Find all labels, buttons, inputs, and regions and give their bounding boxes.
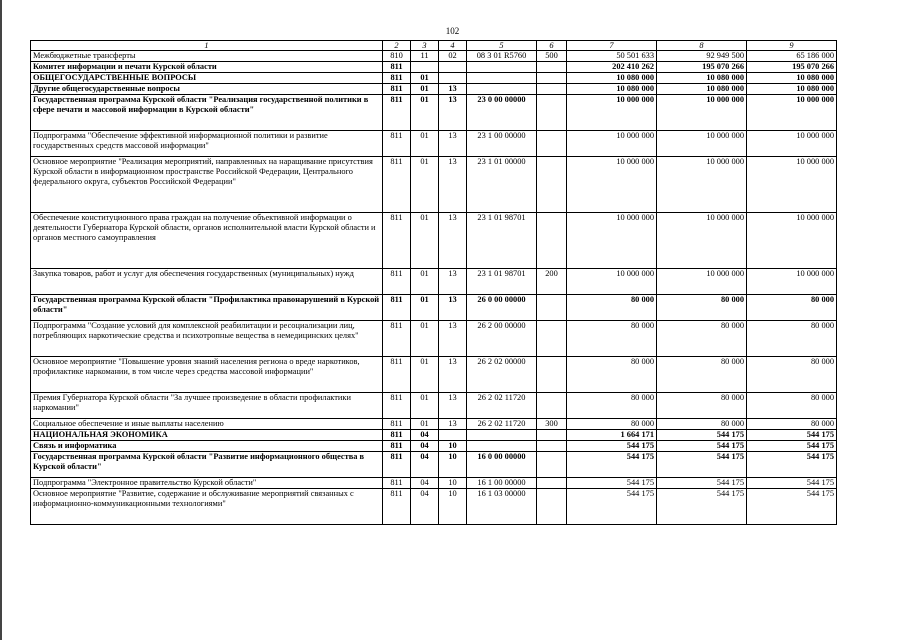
amount-year2-cell: 80 000 — [657, 321, 747, 357]
ved-cell: 811 — [383, 73, 411, 84]
expense-type-cell — [537, 478, 567, 489]
subsection-cell: 10 — [439, 489, 467, 525]
section-cell: 01 — [411, 157, 439, 213]
column-header: 6 — [537, 41, 567, 51]
target-article-cell: 26 2 02 00000 — [467, 357, 537, 393]
page-number: 102 — [445, 26, 460, 36]
target-article-cell: 23 0 00 00000 — [467, 95, 537, 131]
expense-type-cell — [537, 84, 567, 95]
section-cell: 01 — [411, 269, 439, 295]
amount-year2-cell: 544 175 — [657, 478, 747, 489]
section-cell: 01 — [411, 73, 439, 84]
section-cell — [411, 62, 439, 73]
expense-type-cell — [537, 295, 567, 321]
amount-year2-cell: 80 000 — [657, 393, 747, 419]
column-header: 8 — [657, 41, 747, 51]
table-row — [31, 131, 837, 157]
amount-year3-cell: 10 080 000 — [747, 73, 837, 84]
subsection-cell: 13 — [439, 213, 467, 269]
section-cell: 04 — [411, 441, 439, 452]
section-cell: 01 — [411, 393, 439, 419]
target-article-cell — [467, 441, 537, 452]
expense-type-cell — [537, 213, 567, 269]
section-cell: 04 — [411, 489, 439, 525]
amount-year1-cell: 10 080 000 — [567, 73, 657, 84]
amount-year1-cell: 80 000 — [567, 295, 657, 321]
ved-cell: 811 — [383, 321, 411, 357]
target-article-cell — [467, 430, 537, 441]
target-article-cell — [467, 62, 537, 73]
subsection-cell — [439, 430, 467, 441]
column-header: 2 — [383, 41, 411, 51]
expense-type-cell: 200 — [537, 269, 567, 295]
expense-type-cell — [537, 357, 567, 393]
section-cell: 01 — [411, 213, 439, 269]
subsection-cell: 10 — [439, 478, 467, 489]
expense-type-cell — [537, 62, 567, 73]
row-name-cell: Основное мероприятие "Развитие, содержание и обслуживание мероприятий связанных с информационно-коммуникационными технологиями" — [31, 489, 383, 525]
row-name-cell: Обеспечение конституционного права граждан на получение объективной информации о деятельности Губернатора Курской области, органов исполнительной власти Курской области и органов местного самоуправления — [31, 213, 383, 269]
section-cell: 04 — [411, 430, 439, 441]
table-row — [31, 489, 837, 525]
table-row — [31, 157, 837, 213]
amount-year3-cell: 544 175 — [747, 430, 837, 441]
target-article-cell: 08 3 01 R5760 — [467, 51, 537, 62]
subsection-cell: 13 — [439, 357, 467, 393]
amount-year2-cell: 10 080 000 — [657, 73, 747, 84]
subsection-cell: 13 — [439, 131, 467, 157]
amount-year2-cell: 80 000 — [657, 419, 747, 430]
subsection-cell — [439, 73, 467, 84]
amount-year3-cell: 10 000 000 — [747, 131, 837, 157]
amount-year3-cell: 195 070 266 — [747, 62, 837, 73]
amount-year1-cell: 10 000 000 — [567, 95, 657, 131]
section-cell: 01 — [411, 321, 439, 357]
subsection-cell: 13 — [439, 393, 467, 419]
section-cell: 01 — [411, 295, 439, 321]
amount-year2-cell: 195 070 266 — [657, 62, 747, 73]
expense-type-cell — [537, 95, 567, 131]
expense-type-cell: 300 — [537, 419, 567, 430]
amount-year2-cell: 10 000 000 — [657, 157, 747, 213]
column-header: 4 — [439, 41, 467, 51]
section-cell: 01 — [411, 95, 439, 131]
table-row — [31, 452, 837, 478]
ved-cell: 810 — [383, 51, 411, 62]
amount-year3-cell: 544 175 — [747, 489, 837, 525]
column-header: 3 — [411, 41, 439, 51]
amount-year2-cell: 544 175 — [657, 452, 747, 478]
row-name-cell: Комитет информации и печати Курской области — [31, 62, 383, 73]
header-row — [31, 41, 837, 51]
target-article-cell: 26 0 00 00000 — [467, 295, 537, 321]
subsection-cell: 02 — [439, 51, 467, 62]
expense-type-cell: 500 — [537, 51, 567, 62]
ved-cell: 811 — [383, 84, 411, 95]
amount-year3-cell: 544 175 — [747, 441, 837, 452]
target-article-cell: 26 2 02 11720 — [467, 393, 537, 419]
amount-year2-cell: 544 175 — [657, 430, 747, 441]
amount-year2-cell: 80 000 — [657, 295, 747, 321]
subsection-cell: 13 — [439, 419, 467, 430]
section-cell: 04 — [411, 452, 439, 478]
table-row — [31, 393, 837, 419]
ved-cell: 811 — [383, 95, 411, 131]
subsection-cell: 10 — [439, 452, 467, 478]
target-article-cell: 16 1 00 00000 — [467, 478, 537, 489]
table-row — [31, 84, 837, 95]
amount-year3-cell: 80 000 — [747, 295, 837, 321]
table-row — [31, 430, 837, 441]
column-header: 7 — [567, 41, 657, 51]
amount-year1-cell: 544 175 — [567, 452, 657, 478]
amount-year3-cell: 10 000 000 — [747, 95, 837, 131]
expense-type-cell — [537, 321, 567, 357]
ved-cell: 811 — [383, 157, 411, 213]
ved-cell: 811 — [383, 489, 411, 525]
expense-type-cell — [537, 393, 567, 419]
amount-year1-cell: 544 175 — [567, 478, 657, 489]
amount-year1-cell: 10 080 000 — [567, 84, 657, 95]
subsection-cell: 13 — [439, 84, 467, 95]
ved-cell: 811 — [383, 478, 411, 489]
section-cell: 11 — [411, 51, 439, 62]
ved-cell: 811 — [383, 295, 411, 321]
target-article-cell: 23 1 01 98701 — [467, 269, 537, 295]
amount-year1-cell: 544 175 — [567, 489, 657, 525]
amount-year3-cell: 10 000 000 — [747, 269, 837, 295]
amount-year3-cell: 10 000 000 — [747, 157, 837, 213]
amount-year3-cell: 544 175 — [747, 452, 837, 478]
subsection-cell — [439, 62, 467, 73]
table-row — [31, 95, 837, 131]
row-name-cell: Премия Губернатора Курской области "За лучшее произведение в области профилактики наркомании" — [31, 393, 383, 419]
row-name-cell: Подпрограмма "Создание условий для комплексной реабилитации и ресоциализации лиц, потребляющих наркотические средства и психотропные вещества в немедицинских целях" — [31, 321, 383, 357]
ved-cell: 811 — [383, 419, 411, 430]
subsection-cell: 13 — [439, 157, 467, 213]
row-name-cell: ОБЩЕГОСУДАРСТВЕННЫЕ ВОПРОСЫ — [31, 73, 383, 84]
target-article-cell: 23 1 01 00000 — [467, 157, 537, 213]
amount-year3-cell: 544 175 — [747, 478, 837, 489]
amount-year1-cell: 10 000 000 — [567, 131, 657, 157]
amount-year1-cell: 10 000 000 — [567, 157, 657, 213]
section-cell: 01 — [411, 419, 439, 430]
subsection-cell: 13 — [439, 321, 467, 357]
expense-type-cell — [537, 441, 567, 452]
row-name-cell: Государственная программа Курской области "Профилактика правонарушений в Курской области" — [31, 295, 383, 321]
row-name-cell: Другие общегосударственные вопросы — [31, 84, 383, 95]
subsection-cell: 13 — [439, 95, 467, 131]
scan-edge — [0, 0, 2, 640]
target-article-cell — [467, 84, 537, 95]
subsection-cell: 13 — [439, 269, 467, 295]
table-row — [31, 321, 837, 357]
table-row — [31, 441, 837, 452]
amount-year2-cell: 544 175 — [657, 489, 747, 525]
amount-year3-cell: 80 000 — [747, 393, 837, 419]
row-name-cell: Подпрограмма "Обеспечение эффективной информационной политики и развитие государственных средств массовой информации" — [31, 131, 383, 157]
table-row — [31, 269, 837, 295]
expense-type-cell — [537, 452, 567, 478]
section-cell: 01 — [411, 131, 439, 157]
row-name-cell: Связь и информатика — [31, 441, 383, 452]
amount-year3-cell: 10 000 000 — [747, 213, 837, 269]
table-row — [31, 357, 837, 393]
ved-cell: 811 — [383, 131, 411, 157]
ved-cell: 811 — [383, 269, 411, 295]
amount-year3-cell: 80 000 — [747, 321, 837, 357]
row-name-cell: Межбюджетные трансферты — [31, 51, 383, 62]
ved-cell: 811 — [383, 393, 411, 419]
amount-year2-cell: 10 000 000 — [657, 213, 747, 269]
budget-table — [30, 40, 837, 525]
row-name-cell: Социальное обеспечение и иные выплаты населению — [31, 419, 383, 430]
row-name-cell: Государственная программа Курской области "Развитие информационного общества в Курской области" — [31, 452, 383, 478]
ved-cell: 811 — [383, 62, 411, 73]
table-row — [31, 419, 837, 430]
row-name-cell: Закупка товаров, работ и услуг для обеспечения государственных (муниципальных) нужд — [31, 269, 383, 295]
ved-cell: 811 — [383, 430, 411, 441]
expense-type-cell — [537, 73, 567, 84]
table-row — [31, 295, 837, 321]
column-header: 1 — [31, 41, 383, 51]
row-name-cell: Основное мероприятие "Повышение уровня знаний населения региона о вреде наркотиков, профилактике наркомании, в том числе через средства массовой информации" — [31, 357, 383, 393]
amount-year2-cell: 80 000 — [657, 357, 747, 393]
subsection-cell: 13 — [439, 295, 467, 321]
column-header: 9 — [747, 41, 837, 51]
amount-year2-cell: 10 000 000 — [657, 131, 747, 157]
table-row — [31, 73, 837, 84]
amount-year2-cell: 544 175 — [657, 441, 747, 452]
expense-type-cell — [537, 489, 567, 525]
amount-year1-cell: 10 000 000 — [567, 269, 657, 295]
amount-year3-cell: 80 000 — [747, 357, 837, 393]
table-row — [31, 213, 837, 269]
section-cell: 04 — [411, 478, 439, 489]
amount-year1-cell: 10 000 000 — [567, 213, 657, 269]
row-name-cell: Подпрограмма "Электронное правительство Курской области" — [31, 478, 383, 489]
amount-year1-cell: 80 000 — [567, 321, 657, 357]
amount-year2-cell: 10 080 000 — [657, 84, 747, 95]
row-name-cell: Государственная программа Курской области "Реализация государственной политики в сфере печати и массовой информации в Курской области" — [31, 95, 383, 131]
amount-year1-cell: 202 410 262 — [567, 62, 657, 73]
table-row — [31, 478, 837, 489]
amount-year2-cell: 92 949 500 — [657, 51, 747, 62]
row-name-cell: Основное мероприятие "Реализация мероприятий, направленных на наращивание присутствия Курской области в информационном пространстве Российской Федерации, Центрального федерального округа, субъектов Российской Федерации" — [31, 157, 383, 213]
expense-type-cell — [537, 131, 567, 157]
ved-cell: 811 — [383, 452, 411, 478]
target-article-cell: 16 0 00 00000 — [467, 452, 537, 478]
ved-cell: 811 — [383, 357, 411, 393]
section-cell: 01 — [411, 84, 439, 95]
amount-year3-cell: 10 080 000 — [747, 84, 837, 95]
amount-year1-cell: 1 664 171 — [567, 430, 657, 441]
expense-type-cell — [537, 157, 567, 213]
column-header: 5 — [467, 41, 537, 51]
amount-year2-cell: 10 000 000 — [657, 95, 747, 131]
target-article-cell: 23 1 01 98701 — [467, 213, 537, 269]
subsection-cell: 10 — [439, 441, 467, 452]
target-article-cell: 26 2 02 11720 — [467, 419, 537, 430]
amount-year1-cell: 80 000 — [567, 357, 657, 393]
amount-year3-cell: 80 000 — [747, 419, 837, 430]
amount-year2-cell: 10 000 000 — [657, 269, 747, 295]
amount-year1-cell: 80 000 — [567, 419, 657, 430]
amount-year1-cell: 50 501 633 — [567, 51, 657, 62]
target-article-cell: 16 1 03 00000 — [467, 489, 537, 525]
section-cell: 01 — [411, 357, 439, 393]
amount-year3-cell: 65 186 000 — [747, 51, 837, 62]
amount-year1-cell: 80 000 — [567, 393, 657, 419]
amount-year1-cell: 544 175 — [567, 441, 657, 452]
target-article-cell: 26 2 00 00000 — [467, 321, 537, 357]
ved-cell: 811 — [383, 213, 411, 269]
target-article-cell — [467, 73, 537, 84]
table-row — [31, 51, 837, 62]
ved-cell: 811 — [383, 441, 411, 452]
row-name-cell: НАЦИОНАЛЬНАЯ ЭКОНОМИКА — [31, 430, 383, 441]
expense-type-cell — [537, 430, 567, 441]
table-row — [31, 62, 837, 73]
target-article-cell: 23 1 00 00000 — [467, 131, 537, 157]
